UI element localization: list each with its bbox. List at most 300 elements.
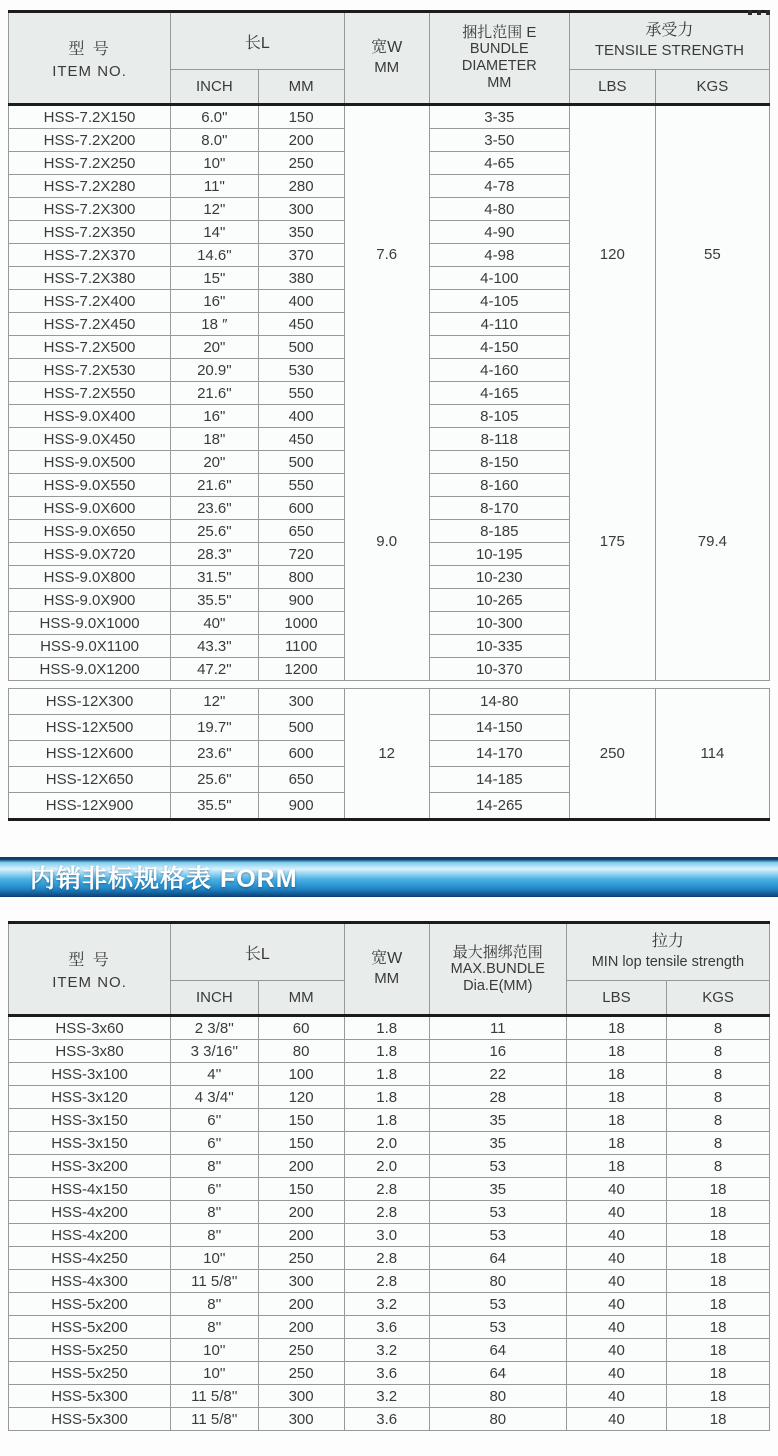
max-bundle-cell: 35	[429, 1109, 566, 1132]
length-inch-cell: 11 5/8''	[171, 1385, 259, 1408]
table-row	[9, 1109, 770, 1132]
tensile-lbs-cell: 18	[566, 1063, 666, 1086]
domestic-spec-table	[8, 921, 770, 1431]
item-no-cell: HSS-3x80	[9, 1040, 171, 1063]
item-no-cell: HSS-7.2X370	[9, 244, 171, 267]
item-no-cell: HSS-9.0X450	[9, 428, 171, 451]
tensile-lbs-cell: 40	[566, 1224, 666, 1247]
length-inch-cell: 35.5"	[171, 589, 259, 612]
bundle-diameter-cell: 14-150	[429, 715, 569, 741]
length-inch-cell: 23.6"	[171, 497, 259, 520]
tensile-lbs-cell	[569, 689, 655, 820]
table-row	[9, 1316, 770, 1339]
tensile-kgs-cell: 8	[667, 1155, 770, 1178]
length-inch-cell: 18 ″	[171, 313, 259, 336]
table-row	[9, 1155, 770, 1178]
length-inch-cell: 10''	[171, 1247, 259, 1270]
bundle-diameter-cell: 10-195	[429, 543, 569, 566]
table-row	[9, 1224, 770, 1247]
tensile-kgs-cell: 18	[667, 1408, 770, 1431]
width-mm-cell: 3.0	[344, 1224, 429, 1247]
item-no-cell: HSS-7.2X350	[9, 221, 171, 244]
max-bundle-cell: 53	[429, 1201, 566, 1224]
tensile-lbs-cell: 40	[566, 1408, 666, 1431]
length-inch-cell: 25.6"	[171, 767, 259, 793]
length-inch-cell: 25.6"	[171, 520, 259, 543]
length-inch-cell: 8''	[171, 1316, 259, 1339]
length-mm-cell: 550	[258, 474, 344, 497]
length-inch-cell: 20"	[171, 451, 259, 474]
length-inch-cell: 21.6"	[171, 382, 259, 405]
tensile-kgs-cell	[655, 689, 769, 820]
length-mm-cell: 150	[258, 105, 344, 129]
tensile-kgs-cell: 18	[667, 1293, 770, 1316]
item-no-cell: HSS-12X300	[9, 689, 171, 715]
table-body-domestic	[9, 1016, 770, 1431]
bundle-diameter-cell: 4-165	[429, 382, 569, 405]
tensile-kgs-cell	[655, 105, 769, 681]
item-no-cell: HSS-12X650	[9, 767, 171, 793]
item-no-cell: HSS-9.0X400	[9, 405, 171, 428]
length-mm-cell: 200	[258, 129, 344, 152]
item-no-cell: HSS-7.2X550	[9, 382, 171, 405]
tensile-kgs-cell-value: 55	[704, 246, 721, 264]
length-inch-cell: 10''	[171, 1362, 259, 1385]
header-bundle-en1: BUNDLE	[469, 41, 529, 57]
item-no-cell: HSS-3x200	[9, 1155, 171, 1178]
bundle-diameter-cell: 4-110	[429, 313, 569, 336]
bundle-diameter-cell: 4-98	[429, 244, 569, 267]
length-mm-cell: 150	[258, 1109, 344, 1132]
length-mm-cell: 530	[258, 359, 344, 382]
length-inch-cell: 11"	[171, 175, 259, 198]
table-row	[9, 1408, 770, 1431]
tensile-kgs-cell: 18	[667, 1385, 770, 1408]
header-length	[171, 12, 344, 70]
header-inch: INCH	[171, 981, 259, 1016]
table-row	[9, 1132, 770, 1155]
item-no-cell: HSS-4x200	[9, 1224, 171, 1247]
length-inch-cell: 14"	[171, 221, 259, 244]
width-mm-cell: 3.6	[344, 1362, 429, 1385]
item-no-cell: HSS-9.0X500	[9, 451, 171, 474]
max-bundle-cell: 53	[429, 1224, 566, 1247]
bundle-diameter-cell: 10-335	[429, 635, 569, 658]
item-no-cell: HSS-12X900	[9, 793, 171, 820]
length-inch-cell: 18"	[171, 428, 259, 451]
bundle-diameter-cell: 8-170	[429, 497, 569, 520]
length-mm-cell: 1200	[258, 658, 344, 681]
tensile-kgs-cell: 18	[667, 1270, 770, 1293]
length-inch-cell: 8.0"	[171, 129, 259, 152]
max-bundle-cell: 16	[429, 1040, 566, 1063]
item-no-cell: HSS-9.0X550	[9, 474, 171, 497]
length-mm-cell: 500	[258, 336, 344, 359]
table-row	[9, 1086, 770, 1109]
header-width	[344, 923, 429, 1016]
header-width-unit: MM	[374, 970, 400, 987]
tensile-lbs-cell: 18	[566, 1109, 666, 1132]
bundle-diameter-cell: 8-160	[429, 474, 569, 497]
header-width-unit: MM	[374, 59, 400, 76]
tensile-kgs-cell: 8	[667, 1132, 770, 1155]
max-bundle-cell: 28	[429, 1086, 566, 1109]
width-mm-cell: 1.8	[344, 1109, 429, 1132]
max-bundle-cell: 11	[429, 1016, 566, 1040]
item-no-cell: HSS-5x300	[9, 1385, 171, 1408]
header-item-no-en: ITEM NO.	[52, 974, 127, 991]
bundle-diameter-cell: 10-265	[429, 589, 569, 612]
length-mm-cell: 280	[258, 175, 344, 198]
bundle-diameter-cell: 10-230	[429, 566, 569, 589]
length-mm-cell: 150	[258, 1178, 344, 1201]
length-mm-cell: 300	[258, 1385, 344, 1408]
table-row	[9, 1339, 770, 1362]
bundle-diameter-cell: 4-65	[429, 152, 569, 175]
item-no-cell: HSS-5x250	[9, 1339, 171, 1362]
length-inch-cell: 35.5"	[171, 793, 259, 820]
header-pull-en: MIN lop tensile strength	[591, 954, 745, 970]
width-mm-cell	[344, 689, 429, 820]
bundle-diameter-cell: 14-185	[429, 767, 569, 793]
max-bundle-cell: 64	[429, 1247, 566, 1270]
length-inch-cell: 31.5"	[171, 566, 259, 589]
width-mm-cell	[344, 105, 429, 681]
tensile-lbs-cell: 40	[566, 1201, 666, 1224]
item-no-cell: HSS-9.0X1000	[9, 612, 171, 635]
tensile-kgs-cell: 8	[667, 1040, 770, 1063]
max-bundle-cell: 53	[429, 1293, 566, 1316]
bundle-diameter-cell: 3-50	[429, 129, 569, 152]
section-banner	[0, 857, 778, 897]
item-no-cell: HSS-12X600	[9, 741, 171, 767]
tensile-kgs-cell: 8	[667, 1109, 770, 1132]
item-no-cell: HSS-9.0X1100	[9, 635, 171, 658]
length-mm-cell: 200	[258, 1316, 344, 1339]
max-bundle-cell: 35	[429, 1178, 566, 1201]
length-mm-cell: 500	[258, 715, 344, 741]
length-inch-cell: 8''	[171, 1293, 259, 1316]
table-body-7.2-9.0	[9, 105, 770, 681]
tensile-lbs-cell: 18	[566, 1086, 666, 1109]
max-bundle-cell: 80	[429, 1270, 566, 1293]
header-width-zh: 宽W	[371, 39, 403, 56]
table-row	[9, 1178, 770, 1201]
length-inch-cell: 11 5/8''	[171, 1408, 259, 1431]
length-inch-cell: 15"	[171, 267, 259, 290]
header-length	[171, 923, 344, 981]
width-mm-cell: 3.6	[344, 1408, 429, 1431]
length-mm-cell: 300	[258, 689, 344, 715]
table-row	[9, 1063, 770, 1086]
width-mm-cell: 2.8	[344, 1178, 429, 1201]
width-mm-cell: 2.8	[344, 1201, 429, 1224]
clipped-text-fragment	[748, 10, 770, 15]
bundle-diameter-cell: 4-78	[429, 175, 569, 198]
width-mm-cell: 2.8	[344, 1247, 429, 1270]
tensile-kgs-cell: 18	[667, 1247, 770, 1270]
bundle-diameter-cell: 4-100	[429, 267, 569, 290]
item-no-cell: HSS-7.2X500	[9, 336, 171, 359]
max-bundle-cell: 64	[429, 1339, 566, 1362]
table-row	[9, 1385, 770, 1408]
length-inch-cell: 8''	[171, 1155, 259, 1178]
tensile-kgs-cell: 18	[667, 1316, 770, 1339]
length-mm-cell: 100	[258, 1063, 344, 1086]
length-mm-cell: 1000	[258, 612, 344, 635]
header-kgs: KGS	[655, 70, 769, 105]
header-max-bundle-zh: 最大捆绑范围	[452, 943, 543, 961]
item-no-cell: HSS-9.0X600	[9, 497, 171, 520]
tensile-lbs-cell: 40	[566, 1339, 666, 1362]
length-mm-cell: 400	[258, 405, 344, 428]
width-mm-cell-value: 7.6	[376, 246, 398, 264]
max-bundle-cell: 53	[429, 1316, 566, 1339]
item-no-cell: HSS-3x150	[9, 1132, 171, 1155]
length-mm-cell: 150	[258, 1132, 344, 1155]
length-inch-cell: 14.6"	[171, 244, 259, 267]
item-no-cell: HSS-3x60	[9, 1016, 171, 1040]
length-inch-cell: 16"	[171, 290, 259, 313]
length-mm-cell: 300	[258, 1270, 344, 1293]
tensile-lbs-cell: 40	[566, 1362, 666, 1385]
header-tensile-zh: 承受力	[645, 22, 694, 39]
header-mm: MM	[258, 70, 344, 105]
export-spec-table	[8, 10, 770, 681]
width-mm-cell: 1.8	[344, 1040, 429, 1063]
max-bundle-cell: 80	[429, 1408, 566, 1431]
length-inch-cell: 6''	[171, 1132, 259, 1155]
header-kgs: KGS	[667, 981, 770, 1016]
item-no-cell: HSS-5x250	[9, 1362, 171, 1385]
item-no-cell: HSS-7.2X530	[9, 359, 171, 382]
tensile-kgs-cell: 18	[667, 1178, 770, 1201]
length-inch-cell: 10"	[171, 152, 259, 175]
item-no-cell: HSS-9.0X1200	[9, 658, 171, 681]
length-mm-cell: 250	[258, 1339, 344, 1362]
header-max-bundle	[429, 923, 566, 1016]
table-row	[9, 1016, 770, 1040]
header-bundle-unit: MM	[487, 75, 512, 91]
section-banner-title: 内销非标规格表 FORM	[30, 865, 298, 893]
bundle-diameter-cell: 8-118	[429, 428, 569, 451]
length-inch-cell: 40"	[171, 612, 259, 635]
item-no-cell: HSS-5x200	[9, 1316, 171, 1339]
tensile-kgs-cell-value: 114	[700, 745, 725, 762]
length-inch-cell: 16"	[171, 405, 259, 428]
max-bundle-cell: 64	[429, 1362, 566, 1385]
length-inch-cell: 6''	[171, 1109, 259, 1132]
length-inch-cell: 19.7"	[171, 715, 259, 741]
length-mm-cell: 120	[258, 1086, 344, 1109]
table-row	[9, 1362, 770, 1385]
bundle-diameter-cell: 4-160	[429, 359, 569, 382]
length-mm-cell: 370	[258, 244, 344, 267]
width-mm-cell-value: 12	[378, 745, 396, 762]
width-mm-cell: 1.8	[344, 1016, 429, 1040]
tensile-lbs-cell-value: 250	[599, 745, 625, 762]
bundle-diameter-cell: 10-300	[429, 612, 569, 635]
length-mm-cell: 500	[258, 451, 344, 474]
tensile-lbs-cell-value: 120	[599, 246, 625, 264]
table-row	[9, 1040, 770, 1063]
width-mm-cell: 3.6	[344, 1316, 429, 1339]
tensile-lbs-cell: 40	[566, 1178, 666, 1201]
length-inch-cell: 11 5/8''	[171, 1270, 259, 1293]
length-mm-cell: 800	[258, 566, 344, 589]
length-mm-cell: 450	[258, 428, 344, 451]
length-inch-cell: 8''	[171, 1201, 259, 1224]
length-mm-cell: 80	[258, 1040, 344, 1063]
tensile-kgs-cell: 8	[667, 1063, 770, 1086]
max-bundle-cell: 53	[429, 1155, 566, 1178]
table-row	[9, 1201, 770, 1224]
length-inch-cell: 4''	[171, 1063, 259, 1086]
length-mm-cell: 200	[258, 1155, 344, 1178]
bundle-diameter-cell: 3-35	[429, 105, 569, 129]
length-mm-cell: 900	[258, 589, 344, 612]
tensile-lbs-cell-value: 175	[599, 533, 625, 551]
length-mm-cell: 550	[258, 382, 344, 405]
length-mm-cell: 250	[258, 1247, 344, 1270]
tensile-lbs-cell: 18	[566, 1016, 666, 1040]
bundle-diameter-cell: 14-80	[429, 689, 569, 715]
bundle-diameter-cell: 14-265	[429, 793, 569, 820]
header-item-no	[9, 923, 171, 1016]
table-row	[9, 1270, 770, 1293]
tensile-kgs-cell-value: 79.4	[697, 533, 727, 551]
item-no-cell: HSS-5x300	[9, 1408, 171, 1431]
item-no-cell: HSS-3x150	[9, 1109, 171, 1132]
tensile-kgs-cell: 18	[667, 1224, 770, 1247]
item-no-cell: HSS-7.2X450	[9, 313, 171, 336]
item-no-cell: HSS-4x200	[9, 1201, 171, 1224]
table-row	[9, 689, 770, 715]
width-mm-cell: 1.8	[344, 1063, 429, 1086]
header-lbs: LBS	[569, 70, 655, 105]
header-bundle-en2: DIAMETER	[461, 58, 537, 74]
header-bundle-zh: 捆扎范围 E	[462, 24, 537, 41]
tensile-lbs-cell: 40	[566, 1316, 666, 1339]
header-length-label: 长L	[244, 945, 270, 963]
length-mm-cell: 400	[258, 290, 344, 313]
max-bundle-cell: 22	[429, 1063, 566, 1086]
length-inch-cell: 10''	[171, 1339, 259, 1362]
tensile-kgs-cell: 18	[667, 1362, 770, 1385]
table-row	[9, 105, 770, 129]
length-inch-cell: 6''	[171, 1178, 259, 1201]
width-mm-cell: 2.0	[344, 1155, 429, 1178]
header-tensile-strength	[569, 12, 769, 70]
header-inch: INCH	[171, 70, 259, 105]
bundle-diameter-cell: 14-170	[429, 741, 569, 767]
header-bundle-diameter	[429, 12, 569, 105]
length-mm-cell: 600	[258, 741, 344, 767]
length-inch-cell: 4 3/4''	[171, 1086, 259, 1109]
length-mm-cell: 200	[258, 1224, 344, 1247]
length-mm-cell: 900	[258, 793, 344, 820]
length-mm-cell: 200	[258, 1201, 344, 1224]
length-mm-cell: 1100	[258, 635, 344, 658]
tensile-kgs-cell: 18	[667, 1339, 770, 1362]
header-width-zh: 宽W	[371, 950, 403, 967]
header-tensile-en: TENSILE STRENGTH	[594, 42, 744, 59]
item-no-cell: HSS-7.2X300	[9, 198, 171, 221]
bundle-diameter-cell: 4-90	[429, 221, 569, 244]
item-no-cell: HSS-4x300	[9, 1270, 171, 1293]
tensile-lbs-cell: 40	[566, 1385, 666, 1408]
length-inch-cell: 2 3/8''	[171, 1016, 259, 1040]
tensile-kgs-cell: 8	[667, 1016, 770, 1040]
length-mm-cell: 250	[258, 1362, 344, 1385]
length-inch-cell: 21.6"	[171, 474, 259, 497]
length-mm-cell: 350	[258, 221, 344, 244]
length-mm-cell: 720	[258, 543, 344, 566]
item-no-cell: HSS-9.0X650	[9, 520, 171, 543]
item-no-cell: HSS-3x120	[9, 1086, 171, 1109]
tensile-kgs-cell: 18	[667, 1201, 770, 1224]
tensile-lbs-cell: 18	[566, 1155, 666, 1178]
bundle-diameter-cell: 10-370	[429, 658, 569, 681]
bundle-diameter-cell: 8-185	[429, 520, 569, 543]
header-max-bundle-en: MAX.BUNDLE	[450, 960, 545, 977]
width-mm-cell: 1.8	[344, 1086, 429, 1109]
length-mm-cell: 650	[258, 520, 344, 543]
item-no-cell: HSS-9.0X720	[9, 543, 171, 566]
item-no-cell: HSS-9.0X800	[9, 566, 171, 589]
tensile-kgs-cell: 8	[667, 1086, 770, 1109]
length-inch-cell: 12"	[171, 689, 259, 715]
tensile-lbs-cell: 18	[566, 1132, 666, 1155]
length-inch-cell: 20.9"	[171, 359, 259, 382]
header-item-no-zh: 型 号	[68, 952, 111, 969]
item-no-cell: HSS-7.2X250	[9, 152, 171, 175]
header-mm: MM	[258, 981, 344, 1016]
header-width	[344, 12, 429, 105]
length-mm-cell: 600	[258, 497, 344, 520]
length-inch-cell: 8''	[171, 1224, 259, 1247]
bundle-diameter-cell: 8-105	[429, 405, 569, 428]
length-mm-cell: 200	[258, 1293, 344, 1316]
width-mm-cell: 3.2	[344, 1293, 429, 1316]
item-no-cell: HSS-3x100	[9, 1063, 171, 1086]
length-mm-cell: 250	[258, 152, 344, 175]
item-no-cell: HSS-7.2X150	[9, 105, 171, 129]
max-bundle-cell: 35	[429, 1132, 566, 1155]
width-mm-cell: 3.2	[344, 1339, 429, 1362]
width-mm-cell: 2.0	[344, 1132, 429, 1155]
item-no-cell: HSS-12X500	[9, 715, 171, 741]
bundle-diameter-cell: 4-80	[429, 198, 569, 221]
length-inch-cell: 12"	[171, 198, 259, 221]
item-no-cell: HSS-4x150	[9, 1178, 171, 1201]
bundle-diameter-cell: 8-150	[429, 451, 569, 474]
tensile-lbs-cell: 40	[566, 1293, 666, 1316]
item-no-cell: HSS-7.2X400	[9, 290, 171, 313]
length-inch-cell: 3 3/16''	[171, 1040, 259, 1063]
max-bundle-cell: 80	[429, 1385, 566, 1408]
length-mm-cell: 380	[258, 267, 344, 290]
length-mm-cell: 300	[258, 1408, 344, 1431]
header-length-label: 长L	[244, 34, 270, 52]
tensile-lbs-cell: 40	[566, 1270, 666, 1293]
table-row	[9, 1293, 770, 1316]
header-item-no-zh: 型 号	[68, 41, 111, 58]
item-no-cell: HSS-7.2X200	[9, 129, 171, 152]
header-max-bundle-unit: Dia.E(MM)	[463, 977, 533, 994]
width-mm-cell: 2.8	[344, 1270, 429, 1293]
table-body-12	[9, 689, 770, 820]
